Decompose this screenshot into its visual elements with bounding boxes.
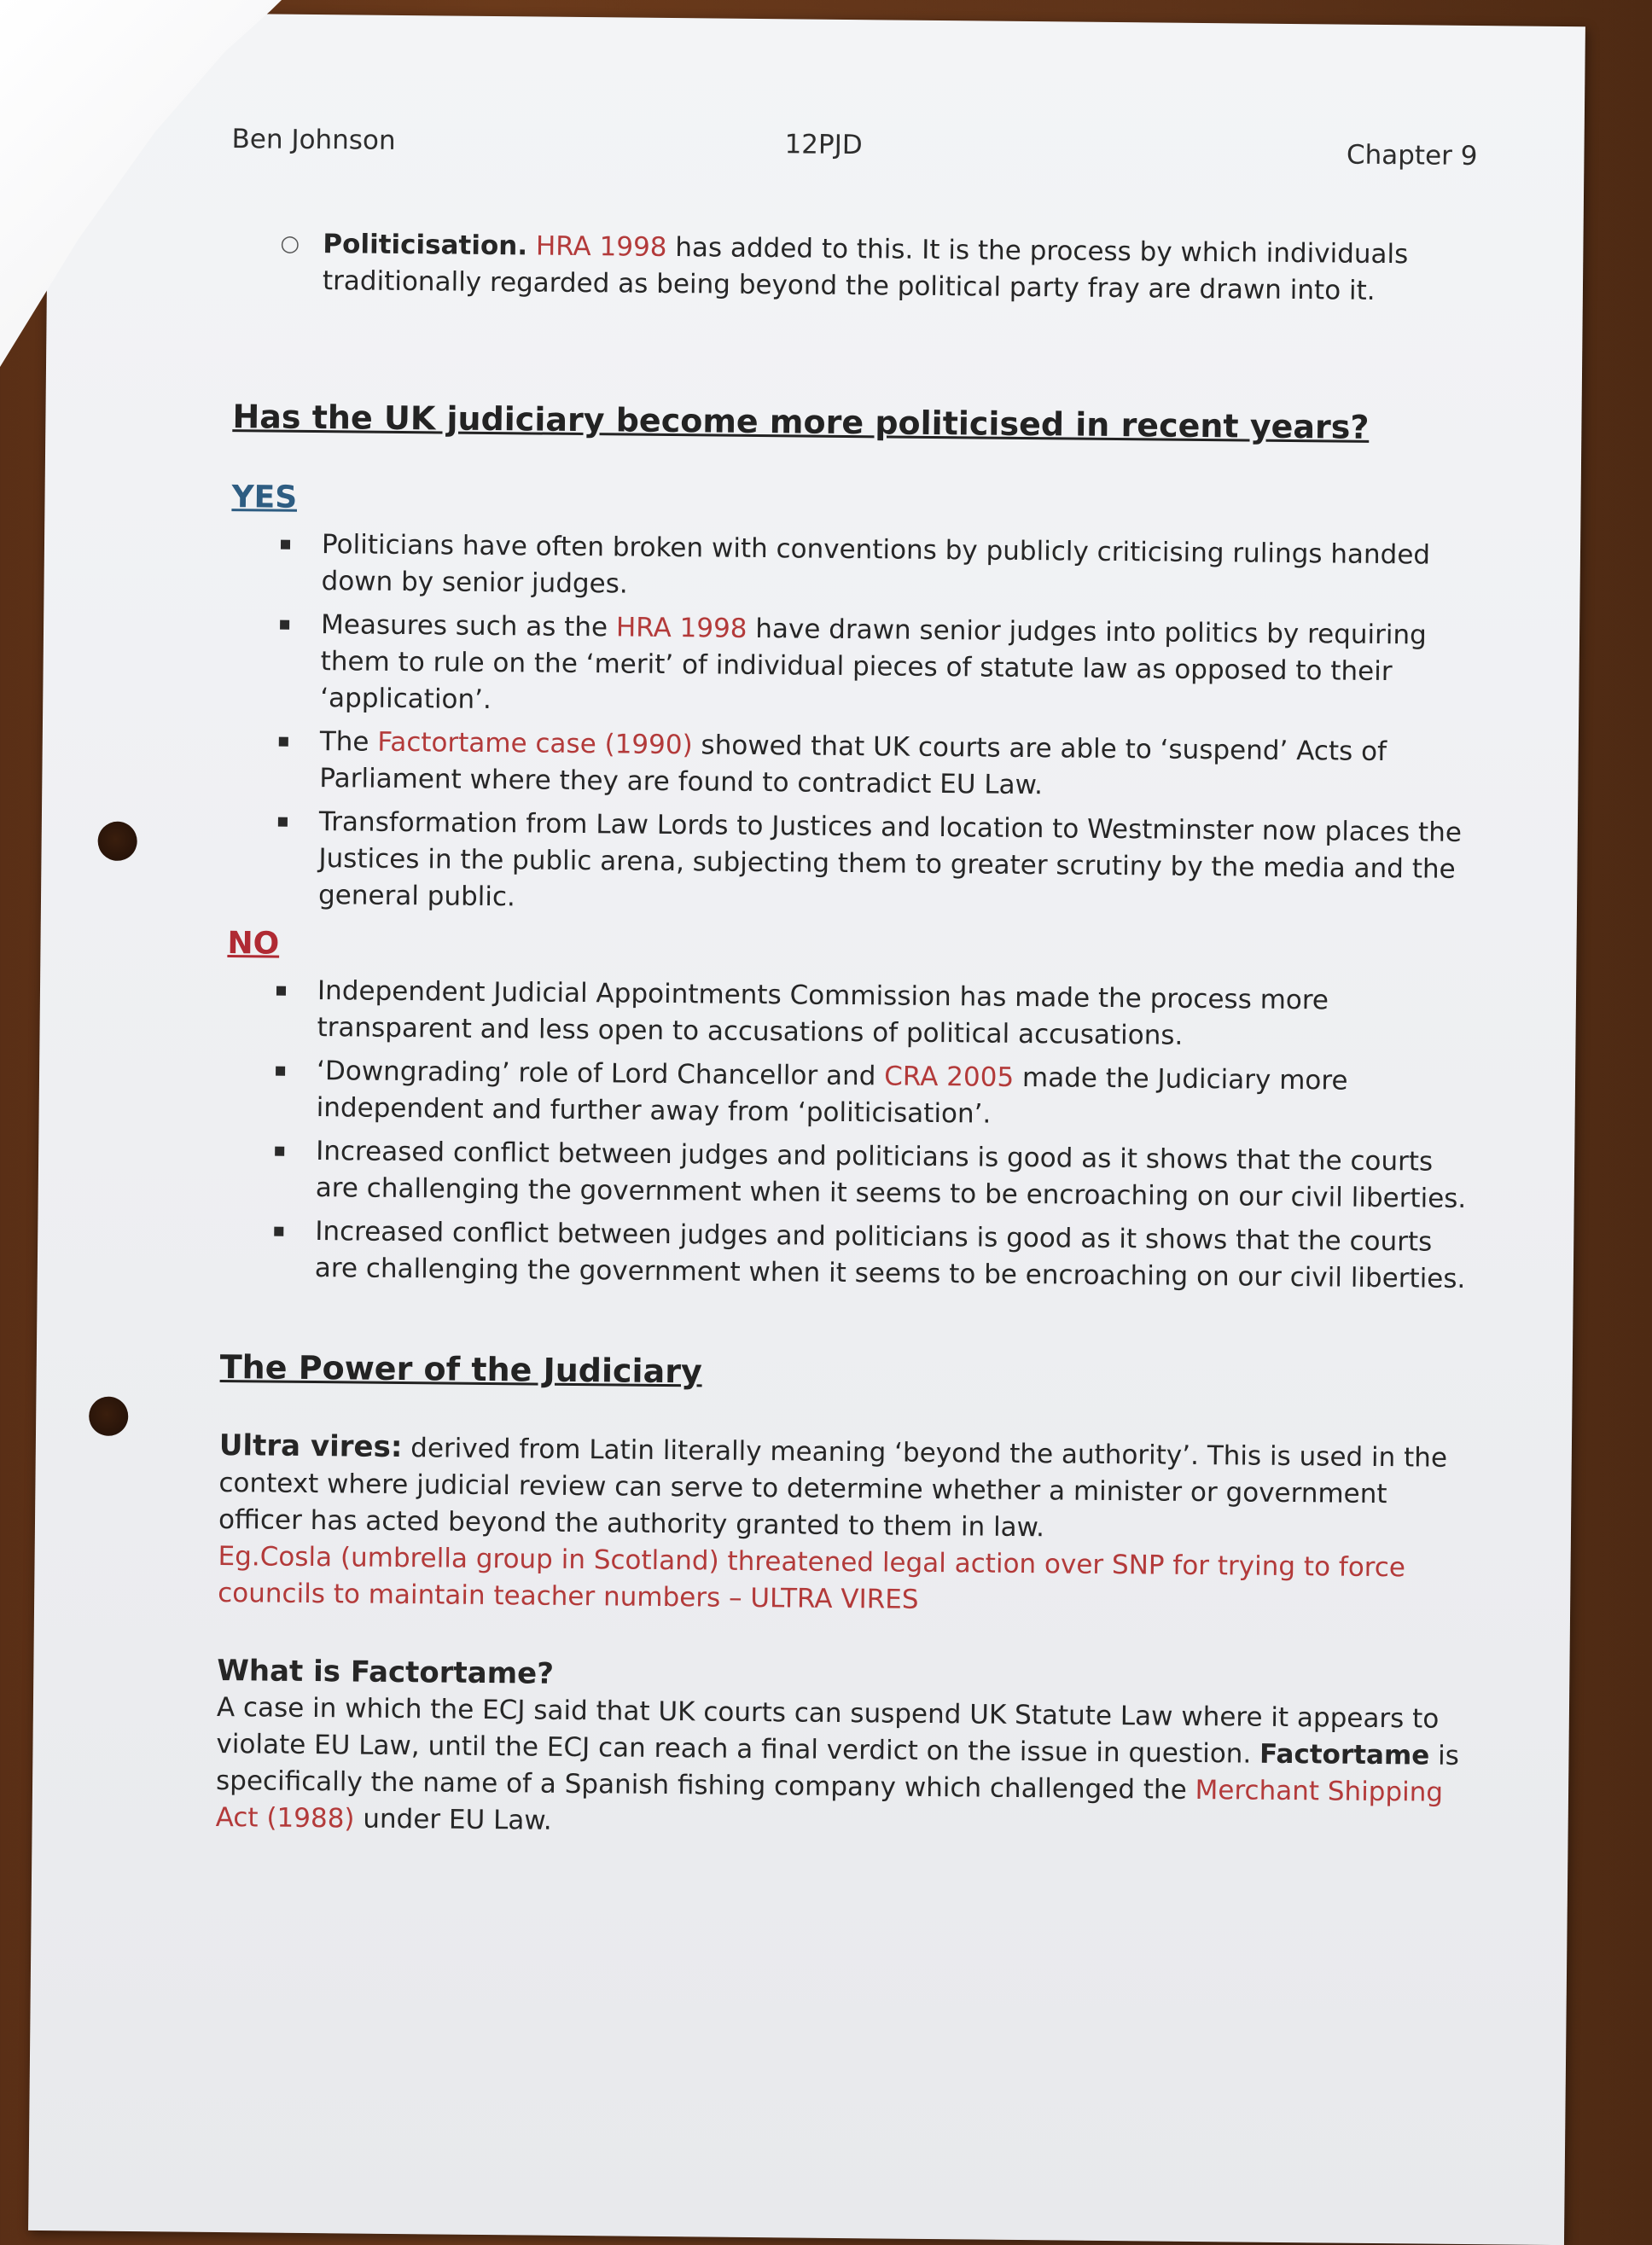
ultra-vires-example: Eg.Cosla (umbrella group in Scotland) threatened legal action over SNP for trying to force councils to maintain teacher numbers – ULTRA VIRES [218,1540,1406,1615]
punch-hole-top [97,822,137,861]
header-author: Ben Johnson [231,124,396,156]
politicisation-ref: HRA 1998 [535,230,667,263]
square-bullet-icon [274,1227,283,1236]
list-item [225,723,1472,808]
list-item [221,1213,1468,1298]
section-title-power: The Power of the Judiciary [219,1347,702,1391]
factortame-text: is specifically the name of a Spanish fishing company which challenged the [215,1740,1460,1806]
list-item [227,526,1474,611]
square-bullet-icon [281,540,290,550]
factortame-text: under EU Law. [363,1803,552,1836]
factortame-heading: What is Factortame? [217,1653,555,1691]
factortame-text: A case in which the ECJ said that UK courts can suspend UK Statute Law where it appears to violate EU Law, until the ECJ can reach a final verdict on the issue in question. [216,1691,1440,1770]
politicisation-text: has added to this. It is the process by which individuals traditionally regarded as being beyond the political party fray are drawn into it. [322,232,1409,306]
list-item-text: The [319,726,378,758]
square-bullet-icon [276,1067,285,1076]
paper-sheet [28,12,1585,2245]
list-item [222,1132,1469,1218]
square-bullet-icon [278,817,288,827]
list-item [222,1052,1469,1137]
no-list [221,972,1469,1298]
list-item-text: Transformation from Law Lords to Justices and location to Westminster now places the Justices in the public arena, subjecting them to greater scrutiny by the media and the general public. [317,806,1463,913]
politicisation-term: Politicisation. [323,229,528,262]
list-item-ref: CRA 2005 [884,1061,1015,1093]
list-item-text: ‘Downgrading’ role of Lord Chancellor and [316,1056,885,1092]
list-item-text: Measures such as the [320,609,617,643]
ultra-vires-term: Ultra vires: [218,1428,403,1465]
list-item [226,606,1473,728]
factortame-paragraph [215,1690,1463,1848]
header-chapter: Chapter 9 [1346,139,1478,172]
list-item [223,972,1469,1057]
square-bullet-icon [276,986,286,996]
list-item-text: Independent Judicial Appointments Commission has made the process more transparent and less open to accusations of political accusations. [317,975,1329,1051]
list-item-ref: Factortame case (1990) [377,726,693,761]
document-content [215,114,1477,1848]
list-item-text: Politicians have often broken with conventions by publicly criticising rulings handed down by senior judges. [321,529,1431,600]
list-item-text: have drawn senior judges into politics by requiring them to rule on the ‘merit’ of individual pieces of statute law as opposed to their ‘application’. [320,613,1427,716]
factortame-ref: Merchant Shipping Act (1988) [215,1774,1444,1835]
no-heading: NO [227,926,280,962]
list-item-ref: HRA 1998 [615,612,747,644]
list-item [224,803,1471,925]
list-item-text: showed that UK courts are able to ‘suspend’ Acts of Parliament where they are found to contradict EU Law. [319,730,1387,801]
list-item-text: Increased conflict between judges and politicians is good as it shows that the courts are challenging the government when it seems to be encroaching on our civil liberties. [314,1216,1466,1294]
ultra-vires-text: derived from Latin literally meaning ‘beyond the authority’. This is used in the context where judicial review can serve to determine whether a minister or government officer has acted beyond the authority granted to them in law. [218,1433,1448,1544]
politicisation-item [230,225,1477,311]
square-bullet-icon [280,620,289,630]
page-header [231,114,1478,177]
circle-bullet-icon: ○ [280,230,300,257]
header-class: 12PJD [784,129,863,161]
ultra-vires-paragraph [218,1428,1465,1624]
section-title-politicised: Has the UK judiciary become more politicised in recent years? [232,398,1370,446]
punch-hole-bottom [89,1397,128,1436]
factortame-bold: Factortame [1259,1738,1430,1771]
yes-list [224,526,1474,925]
square-bullet-icon [275,1147,284,1156]
list-item-text: Increased conflict between judges and politicians is good as it shows that the courts are challenging the government when it seems to be encroaching on our civil liberties. [315,1136,1467,1215]
yes-heading: YES [231,480,298,515]
square-bullet-icon [279,737,288,747]
list-item-text: made the Judiciary more independent and further away from ‘politicisation’. [316,1061,1348,1130]
